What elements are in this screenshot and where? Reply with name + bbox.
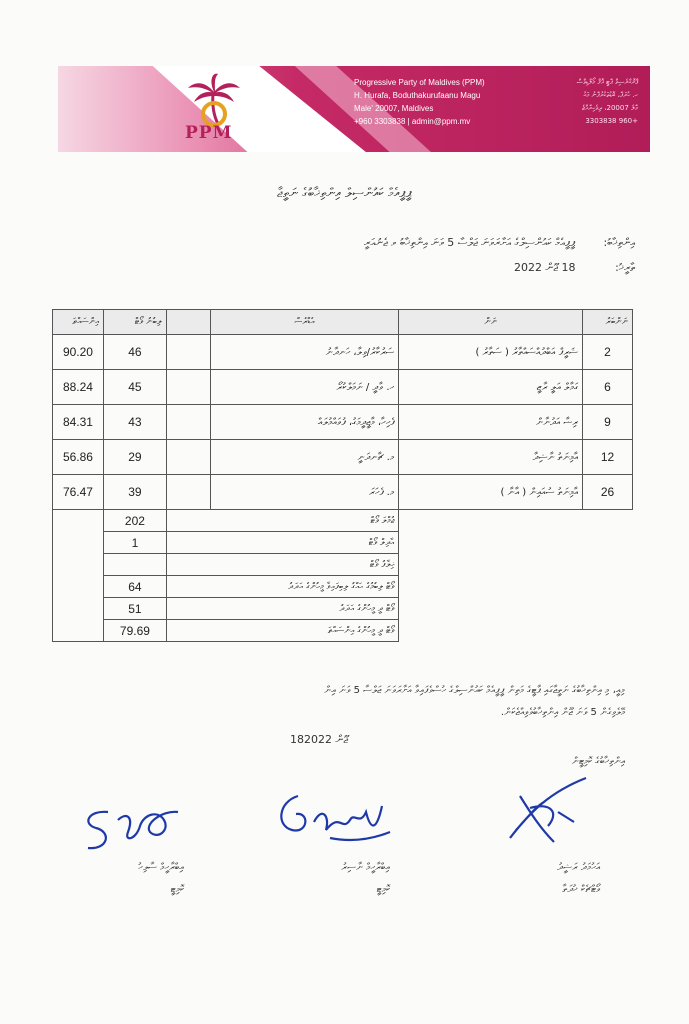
- cell-blank: [166, 370, 210, 405]
- logo-text: PPM: [185, 123, 233, 143]
- cell-number: 2: [583, 335, 633, 370]
- table-row: [53, 475, 633, 510]
- summary-label: ޖުމްލަ ވޯޓް: [166, 510, 398, 532]
- table-row: [53, 335, 633, 370]
- subject-label: އިންތިޚާބު:: [603, 236, 635, 249]
- col-header-address: އެޑްރެސް: [210, 310, 399, 335]
- summary-label: ޚިލާފު ވޯޓް: [166, 554, 398, 576]
- address-line: Male' 20007, Maldives: [354, 104, 434, 113]
- col-header-votes: ލިބުނު ވޯޓް: [103, 310, 166, 335]
- cell-number: 26: [583, 475, 633, 510]
- summary-label: ވޯޓް ދީ މީހުންގެ އަދަދު: [166, 598, 398, 620]
- cell-address: ފެހިހާ، މާޖީދީމަގު، ފުވައްމުލައް: [210, 405, 399, 440]
- statement-line: މިއީ، މި އިންތިޚާބުގެ ނަތީޖާގައި ޕާޓީގެ މަތިން ޕީޕީއެމް ކައުންސިލްގެ ހުސްވެފައިވާ އަށާރަވަނަ ޖަލްސާ 5 ވަނަ އިން: [324, 685, 625, 696]
- cell-blank: [166, 405, 210, 440]
- summary-value: 51: [103, 598, 166, 620]
- address-line-dv: ޕްރޮގްރެސިވް ޕާޓީ އޮފް މޯލްޑިވްސް: [576, 78, 638, 86]
- cell-address: މ. ފެހަރަ: [210, 475, 399, 510]
- cell-name: އާމިނަތު ނާޝިދާ: [399, 440, 583, 475]
- cell-blank: [166, 475, 210, 510]
- cell-name: ގަމާލް އަލީ ރާޒީ: [399, 370, 583, 405]
- cell-votes: 46: [103, 335, 166, 370]
- signature-image: [500, 772, 595, 852]
- cell-votes: 29: [103, 440, 166, 475]
- cell-number: 6: [583, 370, 633, 405]
- cell-percent: 76.47: [53, 475, 104, 510]
- summary-value: 64: [103, 576, 166, 598]
- cell-percent: 84.31: [53, 405, 104, 440]
- cell-address: ހ. ވާދީ / ނަމަލްކުރޯ: [210, 370, 399, 405]
- results-table: [52, 309, 633, 642]
- signatory-role: ކޮމިޓީ: [170, 884, 184, 895]
- address-line-dv: ހ. ހުރަފާ، ބޮޑުތަކުރުފާނު މަގު: [583, 91, 638, 99]
- address-block-dv: [577, 76, 638, 128]
- signatory-role: ކޮމިޓީ: [376, 884, 390, 895]
- cell-number: 9: [583, 405, 633, 440]
- cell-percent: 56.86: [53, 440, 104, 475]
- cell-blank: [166, 440, 210, 475]
- date-line: [486, 261, 636, 275]
- summary-label: ވޯޓް ލިބުމުގެ ޙައްގު ލިބިފައިވާ މީހުންގެ އަދަދު: [166, 576, 398, 598]
- cell-blank: [166, 335, 210, 370]
- cell-number: 12: [583, 440, 633, 475]
- cell-name: ޝަރީފް އަބްދުއްސައްތާރު ( ސަތާރު ): [399, 335, 583, 370]
- signatory-name: އިބްރާހީމް ނާސިރު: [341, 862, 390, 873]
- cell-percent: 90.20: [53, 335, 104, 370]
- signatory-name: އަހުމަދު ރަޝީދު: [557, 862, 600, 873]
- signatory-role: ވޯޓްޗެކް ޚުދަތާ: [562, 884, 600, 895]
- summary-value: 202: [103, 510, 166, 532]
- table-row: [53, 440, 633, 475]
- col-header-blank: [166, 310, 210, 335]
- date-value: 18 ޖޫން 2022: [513, 261, 576, 274]
- table-header-row: [53, 310, 633, 335]
- subject-line: [364, 236, 635, 250]
- summary-value: [103, 554, 166, 576]
- cell-name: އާމިނަތު ސުއައިން ( އާނާ ): [399, 475, 583, 510]
- address-line-dv: +960 3303838: [585, 117, 638, 125]
- table-row: [53, 405, 633, 440]
- summary-value: 1: [103, 532, 166, 554]
- cell-votes: 45: [103, 370, 166, 405]
- committee-label: އިންތިޚާބުގެ ކޮމިޓީން: [571, 756, 625, 767]
- cell-percent: 88.24: [53, 370, 104, 405]
- address-line: +960 3303838 | admin@ppm.mv: [354, 117, 471, 126]
- cell-address: ސަރުކާރު/ވިލާ، ހަނދާނު: [210, 335, 399, 370]
- statement-date: 18ޖޫން 2022: [290, 733, 349, 746]
- summary-label: ވޯޓް ދީ މީހުންގެ އިންސައްތަ: [166, 620, 398, 642]
- summary-empty-cell: [53, 510, 104, 642]
- letterhead-banner: [58, 66, 650, 152]
- cell-name: ރިޟާ އަދުނާން: [399, 405, 583, 440]
- address-line: H. Hurafa, Boduthakurufaanu Magu: [354, 91, 481, 100]
- cell-votes: 39: [103, 475, 166, 510]
- cell-address: މ. ޗާނދަނީ: [210, 440, 399, 475]
- col-header-number: ނަންބަރު: [583, 310, 633, 335]
- address-line: Progressive Party of Maldives (PPM): [354, 78, 485, 87]
- col-header-percent: އިންސައްތަ: [53, 310, 104, 335]
- address-line-dv: މާލެ 20007، ދިވެހިރާއްޖެ: [581, 104, 638, 112]
- summary-value: 79.69: [103, 620, 166, 642]
- signature-image: [270, 782, 400, 862]
- col-header-name: ނަން: [399, 310, 583, 335]
- date-label: ތާރީޚު:: [615, 261, 635, 274]
- summary-side-blank: [399, 510, 633, 642]
- document-title: ޕީޕީއެމް ކައުންސިލް އިންތިޚާބުގެ ނަތީޖާ: [277, 186, 412, 201]
- statement-line: މޭލެވިގެން 5 ވަނަ ޖޫން އިންތިޚާބުވެވިއްޖެކަން.: [500, 707, 625, 718]
- address-block-en: [354, 76, 485, 128]
- table-row: [53, 370, 633, 405]
- summary-label: އާދިލް ވޯޓް: [166, 532, 398, 554]
- summary-row: [53, 510, 633, 532]
- signature-image: [78, 792, 188, 862]
- signatory-name: އިބްރާހީމް ސާލިހު: [138, 862, 184, 873]
- subject-value: ޕީޕީއެމް ކައުންސިލްގެ އަށާރަވަނަ ޖަލްސާ 5 ވަނަ އިންތިޚާބު ވ ޖެނުއަރީ: [363, 236, 576, 249]
- cell-votes: 43: [103, 405, 166, 440]
